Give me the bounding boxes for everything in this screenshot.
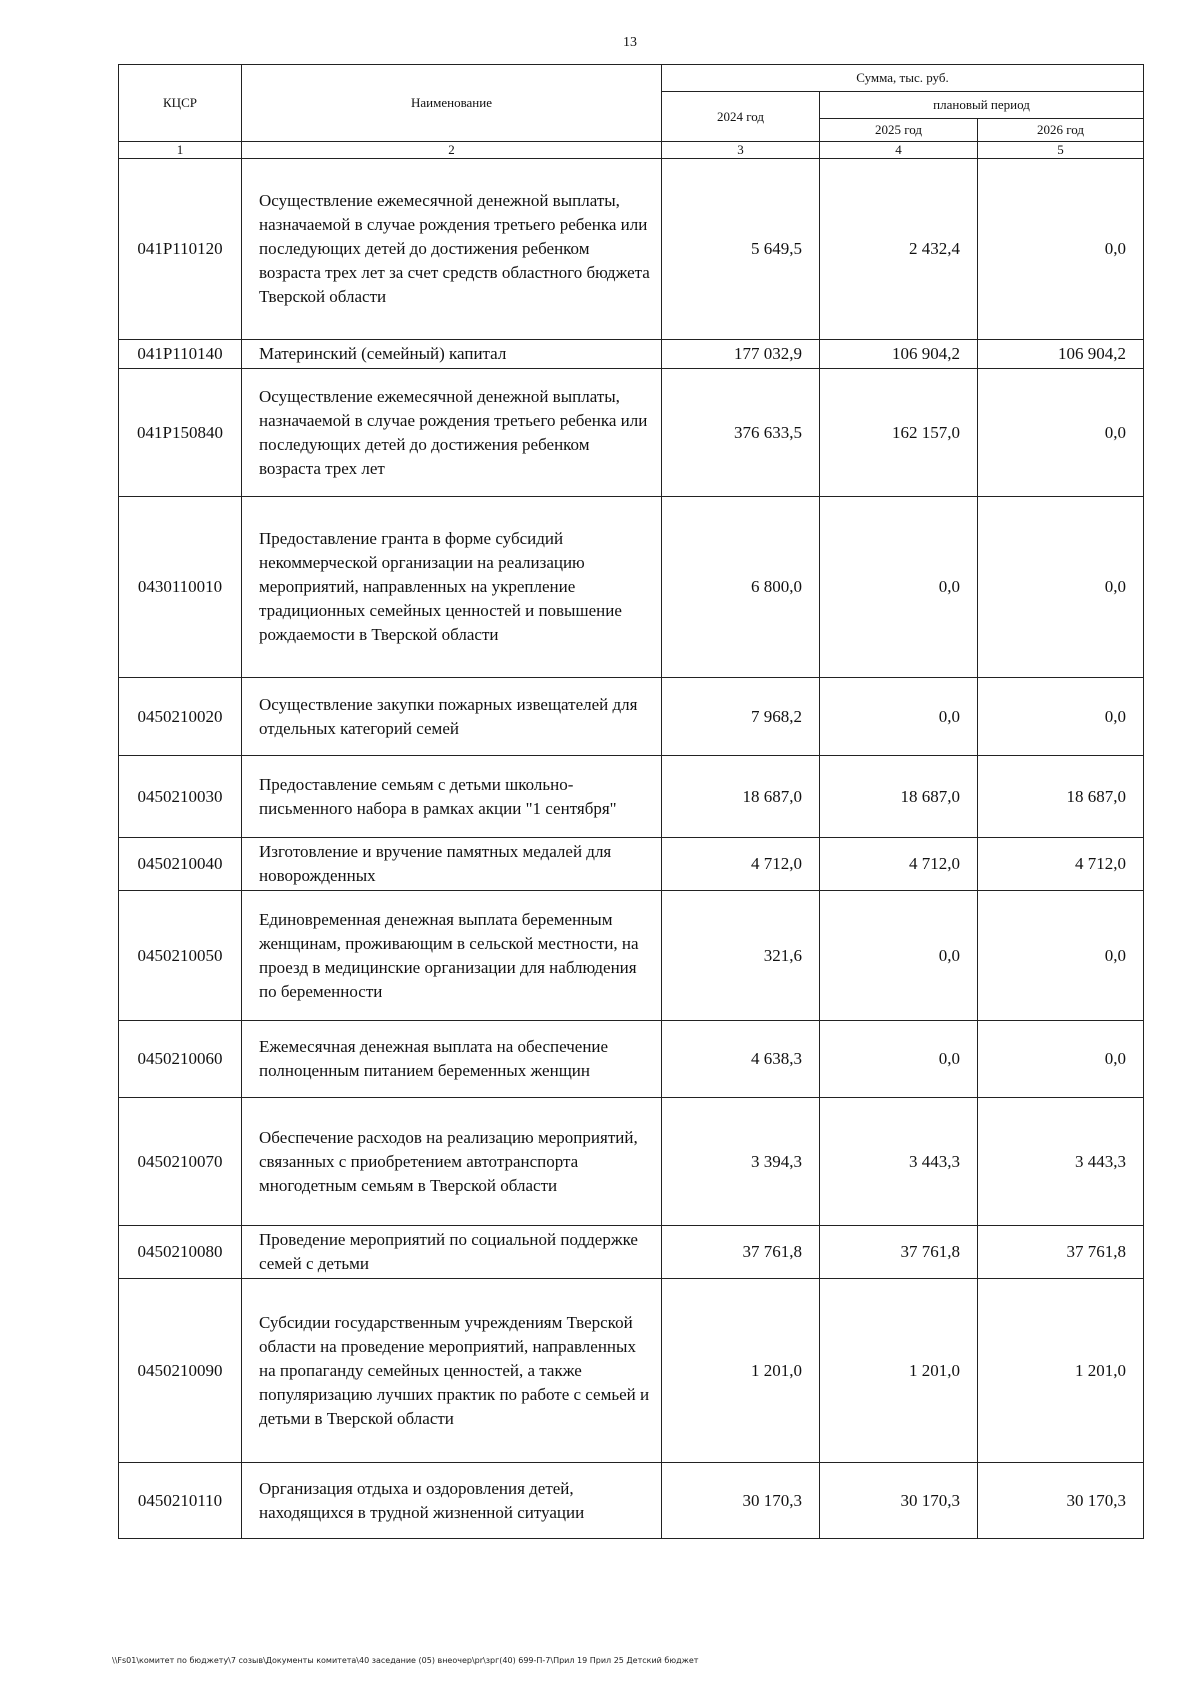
item-name: Осуществление ежемесячной денежной выплаты, назначаемой в случае рождения третьего ребенка или последующих детей до достижения ребенком возраста трех лет xyxy=(242,369,662,497)
amount-2026: 18 687,0 xyxy=(978,756,1144,838)
amount-2025: 1 201,0 xyxy=(820,1279,978,1463)
amount-2025: 2 432,4 xyxy=(820,159,978,340)
kcsr-code: 0450210070 xyxy=(119,1098,242,1226)
table-row xyxy=(119,369,1144,497)
amount-2024: 177 032,9 xyxy=(662,340,820,369)
amount-2025: 0,0 xyxy=(820,497,978,678)
item-name: Предоставление гранта в форме субсидий некоммерческой организации на реализацию мероприятий, направленных на укрепление традиционных семейных ценностей и повышение рождаемости в Тверской области xyxy=(242,497,662,678)
amount-2026: 0,0 xyxy=(978,1021,1144,1098)
kcsr-code: 0450210060 xyxy=(119,1021,242,1098)
amount-2026: 0,0 xyxy=(978,497,1144,678)
amount-2024: 1 201,0 xyxy=(662,1279,820,1463)
amount-2026: 0,0 xyxy=(978,369,1144,497)
amount-2026: 37 761,8 xyxy=(978,1226,1144,1279)
amount-2025: 18 687,0 xyxy=(820,756,978,838)
amount-2025: 3 443,3 xyxy=(820,1098,978,1226)
column-number: 4 xyxy=(820,142,978,159)
amount-2024: 376 633,5 xyxy=(662,369,820,497)
table-header xyxy=(119,65,1144,159)
kcsr-code: 0450210030 xyxy=(119,756,242,838)
table-row xyxy=(119,838,1144,891)
column-number: 3 xyxy=(662,142,820,159)
header-2025: 2025 год xyxy=(820,119,978,142)
item-name: Осуществление закупки пожарных извещателей для отдельных категорий семей xyxy=(242,678,662,756)
column-number: 1 xyxy=(119,142,242,159)
column-number: 2 xyxy=(242,142,662,159)
amount-2026: 106 904,2 xyxy=(978,340,1144,369)
table-row xyxy=(119,756,1144,838)
table-row xyxy=(119,1098,1144,1226)
header-2026: 2026 год xyxy=(978,119,1144,142)
column-numbers-row xyxy=(119,142,1144,159)
table-row xyxy=(119,1226,1144,1279)
kcsr-code: 0450210040 xyxy=(119,838,242,891)
amount-2024: 3 394,3 xyxy=(662,1098,820,1226)
kcsr-code: 041P110140 xyxy=(119,340,242,369)
header-sum: Сумма, тыс. руб. xyxy=(662,65,1144,92)
item-name: Обеспечение расходов на реализацию мероприятий, связанных с приобретением автотранспорта многодетным семьям в Тверской области xyxy=(242,1098,662,1226)
item-name: Организация отдыха и оздоровления детей, находящихся в трудной жизненной ситуации xyxy=(242,1463,662,1539)
amount-2024: 18 687,0 xyxy=(662,756,820,838)
column-number: 5 xyxy=(978,142,1144,159)
amount-2024: 4 712,0 xyxy=(662,838,820,891)
item-name: Изготовление и вручение памятных медалей для новорожденных xyxy=(242,838,662,891)
amount-2026: 0,0 xyxy=(978,891,1144,1021)
kcsr-code: 0450210050 xyxy=(119,891,242,1021)
amount-2025: 106 904,2 xyxy=(820,340,978,369)
amount-2025: 0,0 xyxy=(820,891,978,1021)
amount-2025: 162 157,0 xyxy=(820,369,978,497)
kcsr-code: 0450210080 xyxy=(119,1226,242,1279)
table-row xyxy=(119,678,1144,756)
table-row xyxy=(119,1463,1144,1539)
item-name: Материнский (семейный) капитал xyxy=(242,340,662,369)
amount-2024: 321,6 xyxy=(662,891,820,1021)
amount-2024: 30 170,3 xyxy=(662,1463,820,1539)
amount-2024: 6 800,0 xyxy=(662,497,820,678)
header-2024: 2024 год xyxy=(662,92,820,142)
table-row xyxy=(119,340,1144,369)
item-name: Предоставление семьям с детьми школьно-письменного набора в рамках акции "1 сентября" xyxy=(242,756,662,838)
header-kcsr: КЦСР xyxy=(119,65,242,142)
amount-2025: 4 712,0 xyxy=(820,838,978,891)
item-name: Проведение мероприятий по социальной поддержке семей с детьми xyxy=(242,1226,662,1279)
kcsr-code: 041P110120 xyxy=(119,159,242,340)
kcsr-code: 0450210090 xyxy=(119,1279,242,1463)
kcsr-code: 0450210020 xyxy=(119,678,242,756)
amount-2024: 37 761,8 xyxy=(662,1226,820,1279)
item-name: Субсидии государственным учреждениям Тверской области на проведение мероприятий, направленных на пропаганду семейных ценностей, а также популяризацию лучших практик по работе с семьей и детьми в Тверской области xyxy=(242,1279,662,1463)
header-planning-period: плановый период xyxy=(820,92,1144,119)
kcsr-code: 041P150840 xyxy=(119,369,242,497)
kcsr-code: 0450210110 xyxy=(119,1463,242,1539)
amount-2026: 30 170,3 xyxy=(978,1463,1144,1539)
kcsr-code: 0430110010 xyxy=(119,497,242,678)
amount-2026: 3 443,3 xyxy=(978,1098,1144,1226)
item-name: Осуществление ежемесячной денежной выплаты, назначаемой в случае рождения третьего ребенка или последующих детей до достижения ребенком возраста трех лет за счет средств областного бюджета Тверской области xyxy=(242,159,662,340)
table-row xyxy=(119,1021,1144,1098)
header-name: Наименование xyxy=(242,65,662,142)
item-name: Ежемесячная денежная выплата на обеспечение полноценным питанием беременных женщин xyxy=(242,1021,662,1098)
amount-2024: 5 649,5 xyxy=(662,159,820,340)
amount-2025: 0,0 xyxy=(820,1021,978,1098)
amount-2025: 37 761,8 xyxy=(820,1226,978,1279)
amount-2026: 4 712,0 xyxy=(978,838,1144,891)
page-number: 13 xyxy=(623,35,637,50)
table-row xyxy=(119,159,1144,340)
table-row xyxy=(119,891,1144,1021)
amount-2024: 7 968,2 xyxy=(662,678,820,756)
amount-2026: 1 201,0 xyxy=(978,1279,1144,1463)
amount-2026: 0,0 xyxy=(978,678,1144,756)
budget-table xyxy=(118,64,1144,1539)
amount-2026: 0,0 xyxy=(978,159,1144,340)
amount-2025: 30 170,3 xyxy=(820,1463,978,1539)
footer-file-path: \\Fs01\комитет по бюджету\7 созыв\Документы комитета\40 заседание (05) внеочер\pr\зрг(40) 699-П-7\Прил 19 Прил 25 Детский бюджет xyxy=(112,1656,699,1665)
amount-2025: 0,0 xyxy=(820,678,978,756)
table-row xyxy=(119,1279,1144,1463)
amount-2024: 4 638,3 xyxy=(662,1021,820,1098)
item-name: Единовременная денежная выплата беременным женщинам, проживающим в сельской местности, на проезд в медицинские организации для наблюдения по беременности xyxy=(242,891,662,1021)
table-row xyxy=(119,497,1144,678)
